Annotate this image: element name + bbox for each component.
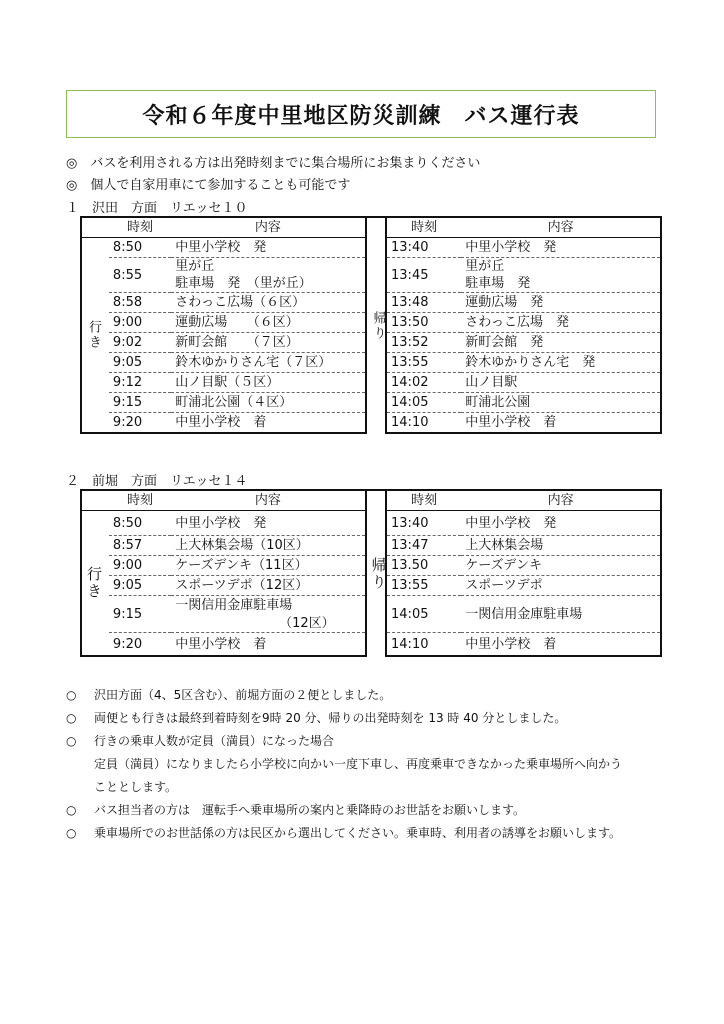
table-row-time: 13:55 (386, 576, 461, 596)
footnote-text: 沢田方面（4、5区含む）、前堀方面の２便としました。 (94, 688, 392, 702)
footnote-item (66, 707, 622, 730)
table-row-time: 9:20 (109, 413, 171, 434)
circle-bullet-icon: ○ (66, 826, 77, 840)
route2-label: ２ 前堀 方面 リエッセ１４ (66, 474, 248, 489)
table-row-content: 中里小学校 着 (461, 633, 661, 657)
table-row-content-line2: 駐車場 発 (461, 274, 661, 293)
table-row-time: 14:10 (386, 413, 461, 434)
table-row-content: 山ノ目駅 (461, 373, 661, 393)
route1-return-time-header: 時刻 (386, 217, 461, 238)
page-title: 令和６年度中里地区防災訓練 バス運行表 (142, 103, 580, 129)
table-row-content: ケーズデンキ（11区） (171, 556, 365, 576)
note-meeting-place: ◎ バスを利用される方は出発時刻までに集合場所にお集まりください (66, 156, 481, 171)
table-row-content: 山ノ目駅（５区） (171, 373, 365, 393)
table-row-content: 中里小学校 発 (461, 511, 661, 536)
table-row-time: 9:05 (109, 576, 171, 596)
circle-bullet-icon: ○ (66, 711, 77, 725)
route2-go-side-label: 行き (81, 511, 109, 657)
table-row-time: 13:55 (386, 353, 461, 373)
table-row-time: 9:15 (109, 393, 171, 413)
table-row-time: 8:50 (109, 511, 171, 536)
table-row-content: 中里小学校 発 (171, 238, 365, 258)
footnote-item (66, 684, 622, 707)
table-row-time: 9:00 (109, 313, 171, 333)
table-row-content: 中里小学校 着 (171, 413, 365, 434)
route1-go-time-header: 時刻 (109, 217, 171, 238)
circle-bullet-icon: ○ (66, 688, 77, 702)
footnote-text: バス担当者の方は 運転手へ乗車場所の案内と乗降時のお世話をお願いします。 (94, 803, 526, 817)
table-row-content: 里が丘 (461, 258, 661, 275)
table-row-content: 運動広場 （６区） (171, 313, 365, 333)
route1-return-side-label: 帰り (366, 217, 386, 433)
title-box (66, 90, 656, 138)
table-row-content: スポーツデポ（12区） (171, 576, 365, 596)
route2-go-time-header: 時刻 (109, 490, 171, 511)
table-row-content: 上大林集会場（10区） (171, 536, 365, 556)
table-row-time: 9:15 (109, 596, 171, 633)
table-row-content: 鈴木ゆかりさん宅（７区） (171, 353, 365, 373)
table-row-content: 一関信用金庫駐車場 (461, 596, 661, 633)
table-row-time: 9:12 (109, 373, 171, 393)
route2-return-side-label: 帰り (366, 490, 386, 656)
table-row-content: 中里小学校 発 (461, 238, 661, 258)
table-row-content: さわっこ広場（６区） (171, 293, 365, 313)
table-row-content: スポーツデポ (461, 576, 661, 596)
footnote-continuation: こととします。 (94, 780, 178, 794)
footnote-text: 乗車場所でのお世話係の方は民区から選出してください。乗車時、利用者の誘導をお願いします。 (94, 826, 622, 840)
table-row-content: 上大林集会場 (461, 536, 661, 556)
table-row-content-line2: （12区） (171, 614, 365, 633)
table-row-time: 9:20 (109, 633, 171, 657)
table-row-time: 13:45 (386, 258, 461, 293)
route2-table (80, 489, 662, 657)
route1-go-content-header: 内容 (171, 217, 365, 238)
table-row-time: 14:02 (386, 373, 461, 393)
route2-return-content-header: 内容 (461, 490, 661, 511)
circle-bullet-icon: ○ (66, 803, 77, 817)
footnote-text: 行きの乗車人数が定員（満員）になった場合 (94, 734, 335, 748)
table-row-content: 中里小学校 発 (171, 511, 365, 536)
table-row-time: 13:48 (386, 293, 461, 313)
footnote-item (66, 799, 622, 822)
table-row-time: 13:40 (386, 238, 461, 258)
table-row-content: ケーズデンキ (461, 556, 661, 576)
table-row-time: 13:52 (386, 333, 461, 353)
table-row-content: 新町会館 （７区） (171, 333, 365, 353)
table-row-time: 13:50 (386, 313, 461, 333)
footnote-text: 両便とも行きは最終到着時刻を9時 20 分、帰りの出発時刻を 13 時 40 分としました。 (94, 711, 567, 725)
note-private-car: ◎ 個人で自家用車にて参加することも可能です (66, 178, 351, 193)
table-row-content: 運動広場 発 (461, 293, 661, 313)
table-row-content: 中里小学校 着 (461, 413, 661, 434)
table-row-time: 14:05 (386, 596, 461, 633)
circle-bullet-icon: ○ (66, 734, 77, 748)
table-row-content: 町浦北公園（４区） (171, 393, 365, 413)
table-row-time: 8:57 (109, 536, 171, 556)
route2-go-header-spacer (81, 490, 109, 511)
table-row-time: 13:40 (386, 511, 461, 536)
table-row-content: 新町会館 発 (461, 333, 661, 353)
table-row-content: 一関信用金庫駐車場 (175, 597, 293, 613)
route1-return-content-header: 内容 (461, 217, 661, 238)
route1-go-header-spacer (81, 217, 109, 238)
table-row-time: 9:02 (109, 333, 171, 353)
route2-return-time-header: 時刻 (386, 490, 461, 511)
route1-table (80, 216, 662, 434)
footnote-item (66, 822, 622, 845)
table-row-time: 14:10 (386, 633, 461, 657)
route1-go-side-label: 行き (81, 238, 109, 434)
table-row-time: 9:00 (109, 556, 171, 576)
route2-go-content-header: 内容 (171, 490, 365, 511)
footnotes (66, 684, 622, 845)
table-row-content: 町浦北公園 (461, 393, 661, 413)
table-row-time: 14:05 (386, 393, 461, 413)
table-row-content-line2: 駐車場 発 （里が丘） (171, 274, 365, 293)
table-row-time: 13:47 (386, 536, 461, 556)
table-row-time: 8:58 (109, 293, 171, 313)
footnote-item (66, 730, 622, 753)
table-row-time: 13.50 (386, 556, 461, 576)
table-row-content: 里が丘 (175, 258, 215, 274)
table-row-time: 9:05 (109, 353, 171, 373)
route1-label: １ 沢田 方面 リエッセ１０ (66, 201, 248, 216)
table-row-time: 8:55 (109, 258, 171, 293)
table-row-content: 鈴木ゆかりさん宅 発 (461, 353, 661, 373)
footnote-continuation: 定員（満員）になりましたら小学校に向かい一度下車し、再度乗車できなかった乗車場所へ向かう (94, 757, 623, 771)
table-row-content: さわっこ広場 発 (461, 313, 661, 333)
table-row-time: 8:50 (109, 238, 171, 258)
table-row-content: 中里小学校 着 (171, 633, 365, 657)
